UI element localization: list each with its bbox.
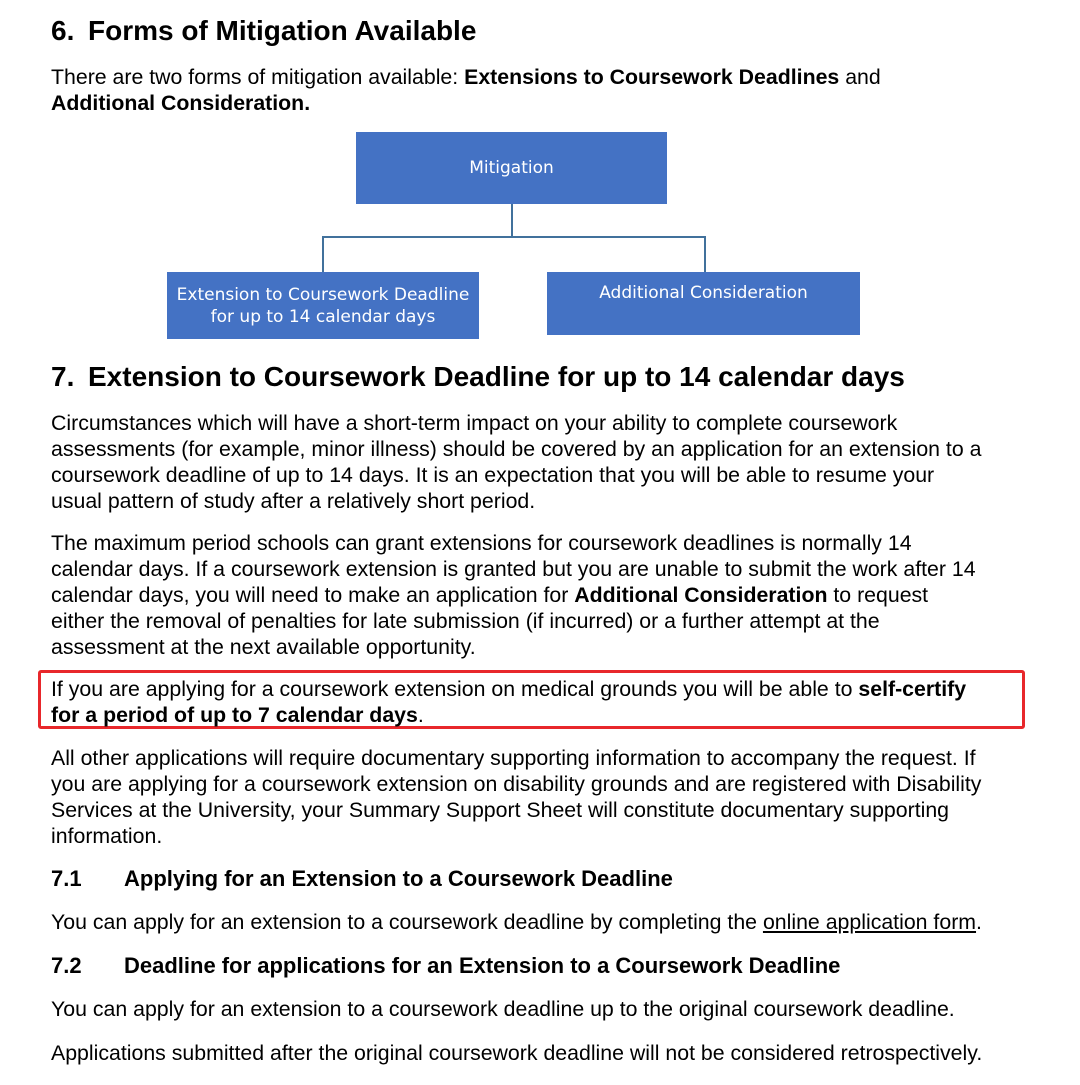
section-number: 7.2 (51, 953, 82, 978)
diagram-extension-label-line1: Extension to Coursework Deadline (176, 284, 470, 305)
diagram-additional-box (547, 272, 860, 335)
diagram-connector-right (704, 236, 706, 272)
section-title: Forms of Mitigation Available (88, 15, 477, 46)
diagram-extension-label-line2: for up to 14 calendar days (210, 306, 436, 327)
section-6-heading (51, 15, 476, 47)
diagram-root-box (356, 132, 667, 204)
section-7-1-paragraph: You can apply for an extension to a coursework deadline by completing the online application form. (51, 910, 982, 934)
mitigation-intro: There are two forms of mitigation available: Extensions to Coursework Deadlines and Additional Consideration. (51, 65, 881, 115)
diagram-root-label: Mitigation (469, 158, 554, 178)
section-number: 7. (51, 361, 75, 392)
diagram-additional-label: Additional Consideration (599, 283, 808, 303)
section-7-2-paragraph-1: You can apply for an extension to a coursework deadline up to the original coursework deadline. (51, 997, 955, 1021)
section-title: Applying for an Extension to a Coursework Deadline (124, 866, 673, 891)
section-number: 6. (51, 15, 75, 46)
section-7-2-paragraph-2: Applications submitted after the original coursework deadline will not be considered retrospectively. (51, 1041, 983, 1065)
section-title: Deadline for applications for an Extension to a Coursework Deadline (124, 953, 841, 978)
self-certify-paragraph: If you are applying for a coursework extension on medical grounds you will be able to self-certify for a period of up to 7 calendar days. (51, 677, 967, 727)
diagram-extension-box (167, 272, 479, 339)
diagram-connector-left (322, 236, 324, 272)
diagram-connector-vertical (511, 204, 513, 237)
section-7-2-heading (51, 953, 840, 979)
section-7-paragraph-2: The maximum period schools can grant extensions for coursework deadlines is normally 14 calendar days. If a coursework extension is granted but you are unable to submit the work after 14 calendar days, you will need to make an application for Additional Consideration to request either the removal of penalties for late submission (if incurred) or a further attempt at the assessment at the next available opportunity. (51, 531, 976, 659)
section-7-heading (51, 361, 905, 393)
diagram-connector-horizontal (322, 236, 706, 238)
section-7-paragraph-1: Circumstances which will have a short-term impact on your ability to complete coursework assessments (for example, minor illness) should be covered by an application for an extension to a coursework deadline of up to 14 days. It is an expectation that you will be able to resume your usual pattern of study after a relatively short period. (51, 411, 982, 513)
section-7-1-heading (51, 866, 673, 892)
online-application-form-link[interactable]: online application form (762, 910, 977, 934)
section-title: Extension to Coursework Deadline for up to 14 calendar days (88, 361, 905, 392)
section-number: 7.1 (51, 866, 82, 891)
section-7-paragraph-4: All other applications will require documentary supporting information to accompany the request. If you are applying for a coursework extension on disability grounds and are registered with Disability Services at the University, your Summary Support Sheet will constitute documentary supporting information. (51, 746, 982, 848)
